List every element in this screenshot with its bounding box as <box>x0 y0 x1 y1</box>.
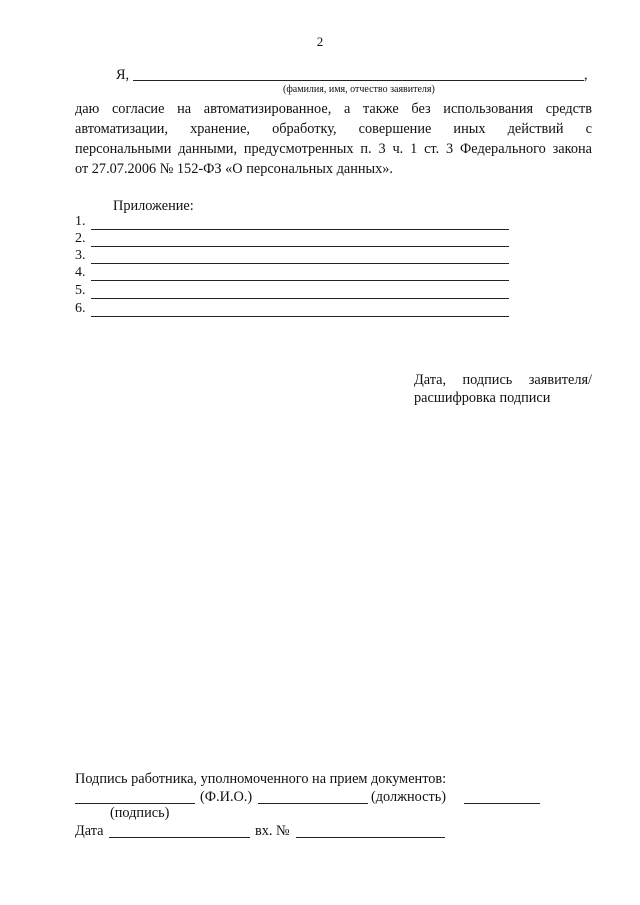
page-number: 2 <box>316 34 324 49</box>
incoming-number-field[interactable] <box>296 837 445 838</box>
consent-line-3: персональными данными, предусмотренных п. 3 ч. 1 ст. 3 Федерального закона <box>75 141 592 157</box>
intro-prefix: Я, <box>116 67 130 83</box>
attachment-item-field[interactable] <box>91 298 509 299</box>
attachment-item-number: 2. <box>75 231 86 246</box>
attachment-item-field[interactable] <box>91 229 509 230</box>
date-label: Дата <box>75 823 104 839</box>
attachment-heading: Приложение: <box>113 198 194 214</box>
name-caption: (фамилия, имя, отчество заявителя) <box>283 84 435 95</box>
applicant-name-field[interactable] <box>133 80 584 81</box>
incoming-number-label: вх. № <box>255 823 290 839</box>
employee-heading: Подпись работника, уполномоченного на прием документов: <box>75 771 447 787</box>
consent-line-1: даю согласие на автоматизированное, а также без использования средств <box>75 101 592 117</box>
position-label: (должность) <box>371 789 447 805</box>
attachment-item-number: 6. <box>75 301 86 316</box>
intro-suffix: , <box>584 67 588 83</box>
consent-line-2: автоматизации, хранение, обработку, совершение иных действий с <box>75 121 592 137</box>
applicant-signature-sublabel: расшифровка подписи <box>414 390 551 406</box>
attachment-item-number: 3. <box>75 248 86 263</box>
attachment-item-field[interactable] <box>91 280 509 281</box>
attachment-item-field[interactable] <box>91 316 509 317</box>
signature-caption: (подпись) <box>110 805 170 821</box>
employee-position-field[interactable] <box>464 803 540 804</box>
attachment-item-number: 1. <box>75 214 86 229</box>
employee-fio-field[interactable] <box>258 803 368 804</box>
attachment-item-field[interactable] <box>91 246 509 247</box>
consent-line-4: от 27.07.2006 № 152-ФЗ «О персональных данных». <box>75 161 393 177</box>
applicant-signature-label: Дата, подпись заявителя/ <box>414 372 592 388</box>
date-field[interactable] <box>109 837 250 838</box>
fio-label: (Ф.И.О.) <box>200 789 253 805</box>
attachment-item-number: 4. <box>75 265 86 280</box>
attachment-item-number: 5. <box>75 283 86 298</box>
attachment-item-field[interactable] <box>91 263 509 264</box>
